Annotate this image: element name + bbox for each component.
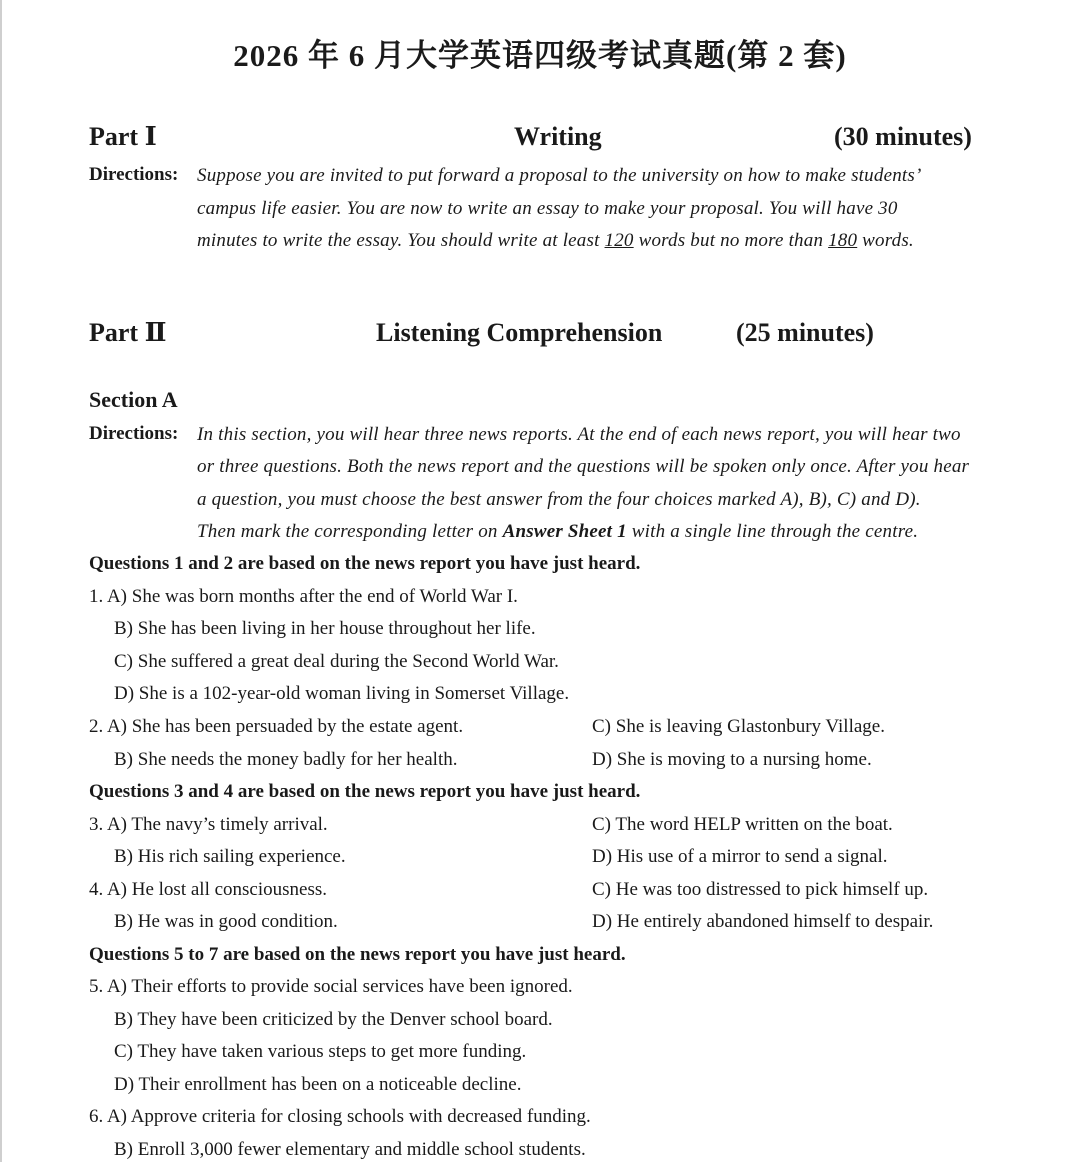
question-group-header: Questions 3 and 4 are based on the news report you have just heard. — [89, 781, 641, 802]
section-a-directions-line: or three questions. Both the news report and the questions will be spoken only once. After you hear — [197, 456, 970, 477]
part2-name: Listening Comprehension — [376, 318, 663, 347]
option-line: D) She is moving to a nursing home. — [592, 749, 872, 770]
part2-time: (25 minutes) — [736, 318, 874, 347]
option-line: C) The word HELP written on the boat. — [592, 814, 893, 835]
option-line: C) She is leaving Glastonbury Village. — [592, 716, 885, 737]
option-line: B) She needs the money badly for her health. — [114, 749, 458, 770]
option-line: 6. A) Approve criteria for closing schools with decreased funding. — [89, 1106, 591, 1127]
section-a-directions-line: In this section, you will hear three news reports. At the end of each news report, you will hear two — [197, 424, 961, 445]
option-line: D) His use of a mirror to send a signal. — [592, 846, 888, 867]
part1-directions-label: Directions: — [89, 164, 179, 185]
option-line: 5. A) Their efforts to provide social services have been ignored. — [89, 976, 573, 997]
option-line: B) They have been criticized by the Denver school board. — [114, 1009, 553, 1030]
option-line: D) She is a 102-year-old woman living in Somerset Village. — [114, 683, 570, 704]
option-line: 4. A) He lost all consciousness. — [89, 879, 328, 900]
option-line: C) They have taken various steps to get more funding. — [114, 1041, 527, 1062]
part2-label: Part Ⅱ — [89, 318, 167, 347]
option-line: D) Their enrollment has been on a noticeable decline. — [114, 1074, 522, 1095]
option-line: B) She has been living in her house throughout her life. — [114, 618, 536, 639]
section-a-directions-line: Then mark the corresponding letter on Answer Sheet 1 with a single line through the centre. — [197, 521, 919, 542]
part1-label: Part Ⅰ — [89, 122, 157, 151]
section-a-directions-line: a question, you must choose the best answer from the four choices marked A), B), C) and D). — [197, 489, 921, 510]
part1-time: (30 minutes) — [834, 122, 972, 151]
part1-directions-line: minutes to write the essay. You should write at least 120 words but no more than 180 words. — [197, 230, 914, 251]
section-a-heading: Section A — [89, 387, 178, 412]
option-line: 2. A) She has been persuaded by the estate agent. — [89, 716, 464, 737]
option-line: B) Enroll 3,000 fewer elementary and middle school students. — [114, 1139, 586, 1160]
exam-title: 2026 年 6 月大学英语四级考试真题(第 2 套) — [233, 38, 847, 73]
part1-directions-line: campus life easier. You are now to write an essay to make your proposal. You will have 30 — [197, 198, 898, 219]
part1-name: Writing — [514, 122, 602, 151]
question-group-header: Questions 5 to 7 are based on the news report you have just heard. — [89, 944, 626, 965]
option-line: D) He entirely abandoned himself to despair. — [592, 911, 934, 932]
option-line: B) His rich sailing experience. — [114, 846, 346, 867]
page-edge — [0, 0, 2, 1162]
answer-sheet-ref: Answer Sheet 1 — [502, 521, 627, 542]
option-line: C) He was too distressed to pick himself up. — [592, 879, 929, 900]
part1-directions-line: Suppose you are invited to put forward a proposal to the university on how to make students’ — [197, 165, 922, 186]
option-line: 1. A) She was born months after the end of World War I. — [89, 586, 518, 607]
question-group-header: Questions 1 and 2 are based on the news report you have just heard. — [89, 553, 641, 574]
option-line: B) He was in good condition. — [114, 911, 338, 932]
option-line: C) She suffered a great deal during the Second World War. — [114, 651, 559, 672]
min-words: 120 — [604, 230, 634, 251]
option-line: 3. A) The navy’s timely arrival. — [89, 814, 328, 835]
section-a-directions-label: Directions: — [89, 423, 179, 444]
max-words: 180 — [828, 230, 858, 251]
